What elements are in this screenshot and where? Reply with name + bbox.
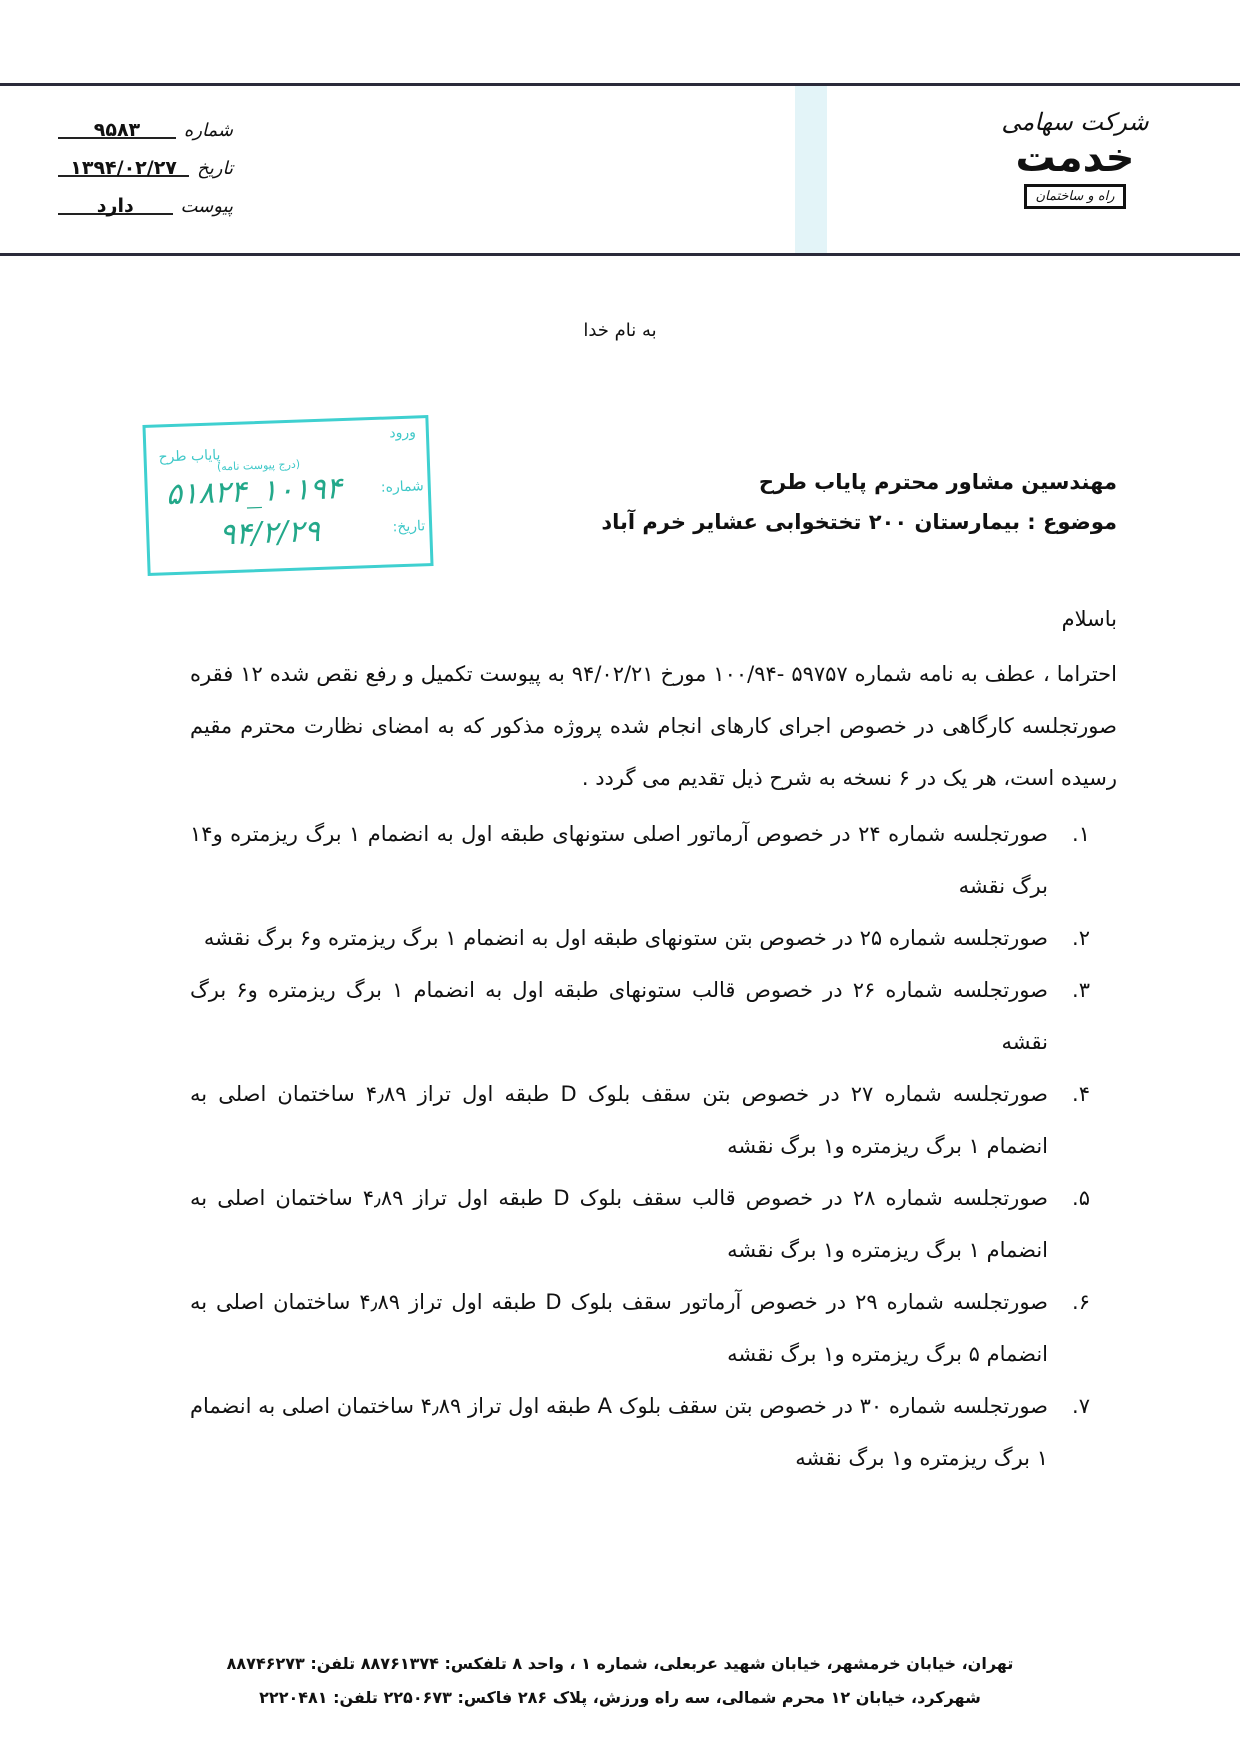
stamp-number-label: شماره: — [380, 478, 425, 496]
list-item — [190, 1068, 1090, 1172]
stamp-number: ۱۰۱۹۴_۵۱۸۲۴ — [165, 471, 343, 513]
item-number: ۴. — [1072, 1082, 1090, 1106]
field-value: ۹۵۸۳ — [58, 123, 176, 139]
item-number: ۷. — [1072, 1394, 1090, 1418]
field-label: شماره — [183, 120, 233, 141]
stamp-note: (درج پیوست نامه) — [216, 457, 301, 474]
received-stamp — [142, 415, 433, 576]
footer-address-tehran: تهران، خیابان خرمشهر، خیابان شهید عربعلی، شماره ۱ ، واحد ۸ تلفکس: ۸۸۷۶۱۳۷۴ تلفن: ۸۸۷۴۶۲۷۳ — [226, 1654, 1014, 1673]
recipient: مهندسین مشاور محترم پایاب طرح — [758, 470, 1117, 494]
list-item — [190, 1172, 1090, 1276]
field-value: دارد — [58, 199, 173, 215]
field-label: تاریخ — [197, 158, 233, 179]
item-number: ۱. — [1072, 822, 1090, 846]
logo-line1: شرکت سهامی — [1001, 108, 1149, 136]
header-top-rule — [0, 83, 1240, 86]
footer-address-shahrekord: شهرکرد، خیابان ۱۲ محرم شمالی، سه راه ورزش، پلاک ۲۸۶ فاکس: ۲۲۵۰۶۷۳ تلفن: ۲۲۲۰۴۸۱ — [259, 1688, 981, 1707]
stamp-inbound-label: ورود — [389, 424, 417, 442]
invocation: به نام خدا — [583, 320, 657, 341]
subject: موضوع : بیمارستان ۲۰۰ تختخوابی عشایر خرم آباد — [601, 510, 1117, 534]
intro-paragraph: احتراما ، عطف به نامه شماره ۵۹۷۵۷ -۱۰۰/۹۴ مورخ ۹۴/۰۲/۲۱ به پیوست تکمیل و رفع نقص شده ۱۲ فقره صورتجلسه کارگاهی در خصوص اجرای کارهای انجام شده پروژه مذکور که به امضای نظارت محترم مقیم رسیده است، هر یک در ۶ نسخه به شرح ذیل تقدیم می گردد . — [190, 662, 1117, 790]
item-text: صورتجلسه شماره ۲۷ در خصوص بتن سقف بلوک D طبقه اول تراز ۴٫۸۹ ساختمان اصلی به انضمام ۱ برگ ریزمتره و۱ برگ نقشه — [190, 1082, 1048, 1158]
company-logo — [1000, 108, 1150, 209]
list-item — [190, 808, 1090, 912]
logo-line3: راه و ساختمان — [1024, 184, 1125, 209]
item-number: ۵. — [1072, 1186, 1090, 1210]
item-number: ۶. — [1072, 1290, 1090, 1314]
logo-line2: خدمت — [1015, 135, 1135, 181]
letter-number-field — [58, 120, 233, 141]
item-text: صورتجلسه شماره ۲۴ در خصوص آرماتور اصلی ستونهای طبقه اول به انضمام ۱ برگ ریزمتره و۱۴ برگ نقشه — [190, 822, 1048, 898]
list-item — [190, 912, 1090, 964]
item-text: صورتجلسه شماره ۲۶ در خصوص قالب ستونهای طبقه اول به انضمام ۱ برگ ریزمتره و۶ برگ نقشه — [190, 978, 1048, 1054]
item-number: ۳. — [1072, 978, 1090, 1002]
item-text: صورتجلسه شماره ۲۸ در خصوص قالب سقف بلوک D طبقه اول تراز ۴٫۸۹ ساختمان اصلی به انضمام ۱ برگ ریزمتره و۱ برگ نقشه — [190, 1186, 1049, 1262]
item-text: صورتجلسه شماره ۲۵ در خصوص بتن ستونهای طبقه اول به انضمام ۱ برگ ریزمتره و۶ برگ نقشه — [203, 926, 1048, 950]
scan-band — [795, 86, 827, 256]
field-label: پیوست — [180, 196, 233, 217]
greeting: باسلام — [1061, 607, 1117, 631]
item-text: صورتجلسه شماره ۲۹ در خصوص آرماتور سقف بلوک D طبقه اول تراز ۴٫۸۹ ساختمان اصلی به انضمام ۵ برگ ریزمتره و۱ برگ نقشه — [190, 1290, 1049, 1366]
letter-date-field — [58, 158, 233, 179]
item-number: ۲. — [1072, 926, 1090, 950]
list-item — [190, 1276, 1090, 1380]
stamp-date-label: تاریخ: — [392, 518, 426, 536]
stamp-date: ۹۴/۲/۲۹ — [218, 513, 321, 553]
list-item — [190, 1380, 1090, 1484]
attachment-field — [58, 196, 233, 217]
field-value: ۱۳۹۴/۰۲/۲۷ — [58, 161, 189, 177]
item-text: صورتجلسه شماره ۳۰ در خصوص بتن سقف بلوک A طبقه اول تراز ۴٫۸۹ ساختمان اصلی به انضمام ۱ برگ ریزمتره و۱ برگ نقشه — [190, 1394, 1048, 1470]
header-bottom-rule — [0, 253, 1240, 256]
enclosure-list — [190, 808, 1090, 1484]
list-item — [190, 964, 1090, 1068]
stamp-org-label: پایاب طرح — [158, 447, 221, 466]
